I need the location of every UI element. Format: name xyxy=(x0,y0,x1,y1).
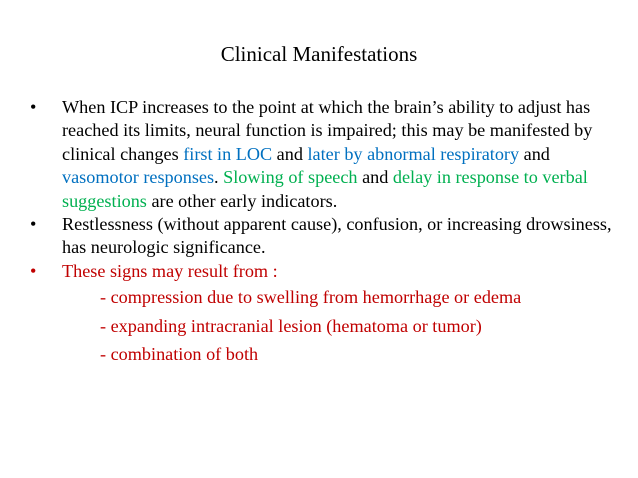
bullet-text: and xyxy=(272,143,308,164)
bullet-icon: • xyxy=(30,260,37,281)
bullet-text: . xyxy=(214,167,224,188)
bullet-icp-increase xyxy=(30,96,630,213)
highlight-slowing-of-speech: Slowing of speech xyxy=(223,167,358,188)
bullet-signs-result xyxy=(30,260,630,283)
highlight-first-in-loc: first in LOC xyxy=(183,143,273,164)
sub-list xyxy=(30,283,630,369)
bullet-text: and xyxy=(519,143,550,164)
slide-title: Clinical Manifestations xyxy=(220,42,418,66)
bullet-restlessness xyxy=(30,213,630,260)
highlight-abnormal-respiratory: later by abnormal respiratory xyxy=(307,143,520,164)
sub-item-compression: - compression due to swelling from hemorrhage or edema xyxy=(100,287,522,308)
bullet-icon: • xyxy=(30,214,37,235)
highlight-vasomotor-responses: vasomotor responses xyxy=(62,167,215,188)
bullet-text: Restlessness (without apparent cause), confusion, or increasing drowsiness, has neurologic significance. xyxy=(62,214,612,258)
bullet-text: These signs may result from : xyxy=(62,260,278,281)
sub-item-combination: - combination of both xyxy=(100,344,259,365)
bullet-text: are other early indicators. xyxy=(146,190,338,211)
bullet-text: and xyxy=(357,167,393,188)
bullet-icon: • xyxy=(30,97,37,117)
sub-item-expanding-lesion: - expanding intracranial lesion (hematoma or tumor) xyxy=(100,315,482,336)
highlight-delay-in-response: delay in response to verbal suggestions xyxy=(62,167,588,211)
bullet-list xyxy=(30,96,630,369)
bullet-text: When ICP increases to the point at which the brain’s ability to adjust has reached its limits, neural function is impaired; this may be manifested by clinical changes xyxy=(62,97,593,164)
